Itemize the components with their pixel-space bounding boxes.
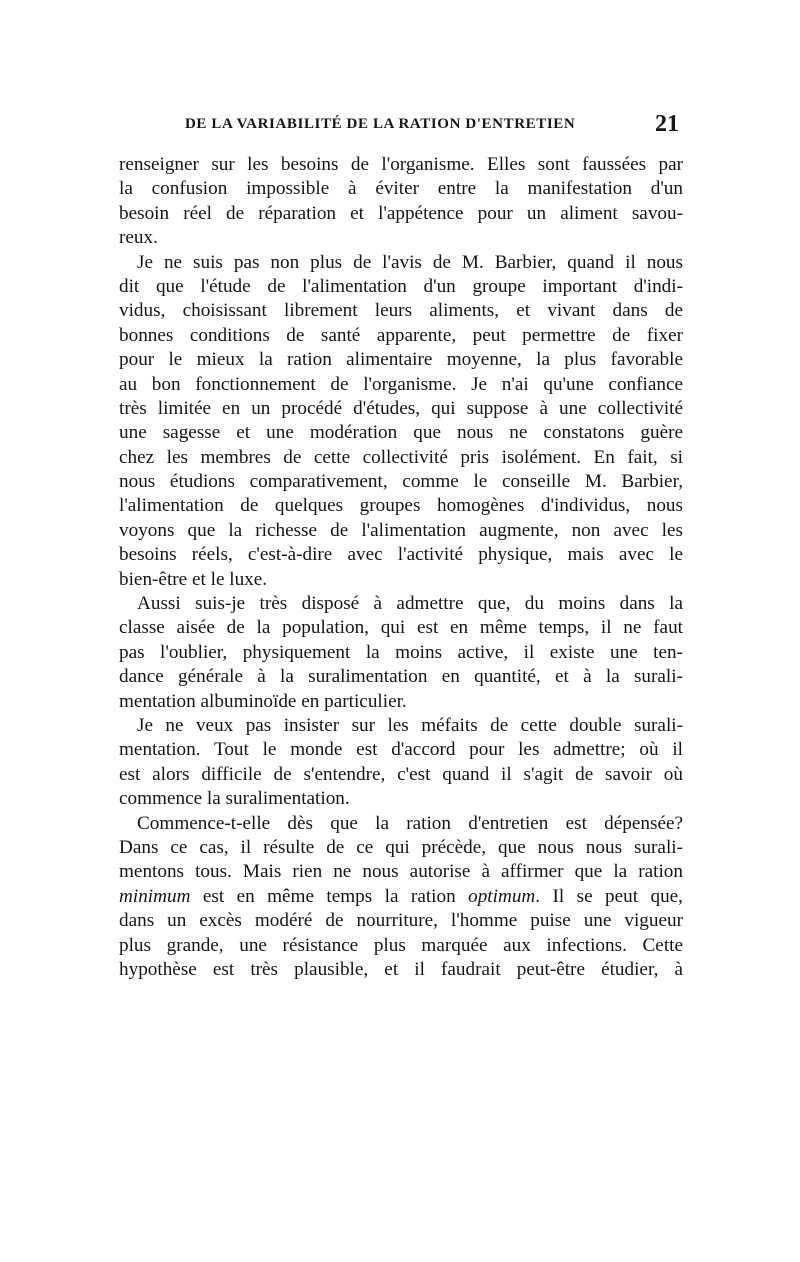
text-line: la confusion impossible à éviter entre la manifestation d'un bbox=[119, 178, 683, 200]
text-line: une sagesse et une modération que nous ne constatons guère bbox=[119, 422, 683, 444]
text-line: très limitée en un procédé d'études, qui suppose à une collectivité bbox=[119, 397, 683, 419]
italic-term-optimum: optimum bbox=[468, 885, 536, 907]
text-line: pour le mieux la ration alimentaire moyenne, la plus favorable bbox=[119, 349, 683, 371]
page-number: 21 bbox=[655, 111, 679, 137]
text-line: Aussi suis-je très disposé à admettre que, du moins dans la bbox=[137, 593, 683, 615]
text-line: plus grande, une résistance plus marquée aux infections. Cette bbox=[119, 934, 683, 956]
text-line: reux. bbox=[119, 227, 158, 249]
text-line: dit que l'étude de l'alimentation d'un groupe important d'indi- bbox=[119, 275, 683, 297]
text-line: Dans ce cas, il résulte de ce qui précède, que nous nous surali- bbox=[119, 836, 683, 858]
text-line: bonnes conditions de santé apparente, peut permettre de fixer bbox=[119, 324, 683, 346]
italic-term-minimum: minimum bbox=[119, 885, 191, 907]
body-text bbox=[119, 153, 683, 982]
running-title: DE LA VARIABILITÉ DE LA RATION D'ENTRETIEN bbox=[185, 116, 576, 132]
text-line: commence la suralimentation. bbox=[119, 788, 350, 810]
text-line: Commence-t-elle dès que la ration d'entretien est dépensée? bbox=[137, 812, 683, 834]
text-line: chez les membres de cette collectivité pris isolément. En fait, si bbox=[119, 446, 683, 468]
text-line: vidus, choisissant librement leurs aliments, et vivant dans de bbox=[119, 300, 683, 322]
text-segment: est en même temps la ration bbox=[190, 885, 469, 907]
text-line: pas l'oublier, physiquement la moins active, il existe une ten- bbox=[119, 641, 683, 663]
text-line: besoin réel de réparation et l'appétence pour un aliment savou- bbox=[119, 202, 683, 224]
text-line: mentation albuminoïde en particulier. bbox=[119, 690, 407, 712]
text-line: dans un excès modéré de nourriture, l'homme puise une vigueur bbox=[119, 910, 683, 932]
text-line: Je ne suis pas non plus de l'avis de M. Barbier, quand il nous bbox=[137, 251, 683, 273]
text-line: Je ne veux pas insister sur les méfaits de cette double surali- bbox=[137, 714, 683, 736]
text-line: est alors difficile de s'entendre, c'est quand il s'agit de savoir où bbox=[119, 763, 683, 785]
text-line: renseigner sur les besoins de l'organisme. Elles sont faussées par bbox=[119, 154, 683, 175]
text-line: mentation. Tout le monde est d'accord pour les admettre; où il bbox=[119, 739, 683, 761]
text-line: voyons que la richesse de l'alimentation augmente, non avec les bbox=[119, 519, 683, 541]
text-line: besoins réels, c'est-à-dire avec l'activité physique, mais avec le bbox=[119, 544, 683, 566]
text-line: bien-être et le luxe. bbox=[119, 568, 268, 590]
text-line: l'alimentation de quelques groupes homogènes d'individus, nous bbox=[119, 495, 683, 517]
text-line: hypothèse est très plausible, et il faudrait peut-être étudier, à bbox=[119, 958, 683, 980]
text-line: nous étudions comparativement, comme le conseille M. Barbier, bbox=[119, 471, 683, 493]
text-line bbox=[119, 885, 683, 909]
text-segment: . Il se peut que, bbox=[535, 885, 683, 907]
text-line: mentons tous. Mais rien ne nous autorise à affirmer que la ration bbox=[119, 861, 683, 883]
text-line: au bon fonctionnement de l'organisme. Je n'ai qu'une confiance bbox=[119, 373, 683, 395]
text-line: classe aisée de la population, qui est en même temps, il ne faut bbox=[119, 617, 683, 639]
text-line: dance générale à la suralimentation en quantité, et à la surali- bbox=[119, 666, 683, 688]
